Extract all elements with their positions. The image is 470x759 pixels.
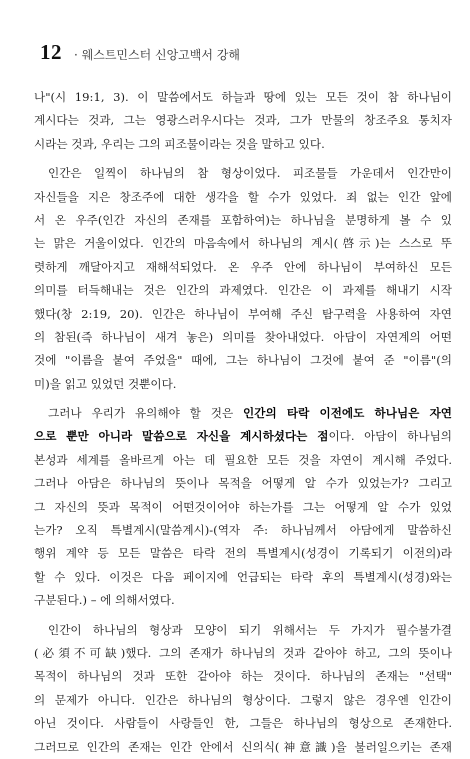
text-line: 본성과 세계를 올바르게 아는 데 필요한 모든 것을 자연이 계시해 주었다. (34, 452, 452, 467)
page-number: 12 (40, 40, 62, 64)
text-line: 계시다는 것과, 그는 영광스러우시다는 것과, 그가 만물의 창조주요 통치자 (34, 113, 452, 128)
text-line: 아닌 것이다. 사람들이 사랑들인 한, 그들은 하나님의 형상으로 존재한다. (34, 716, 452, 731)
text-line: 그 자신의 뜻과 목적이 어떤것이어야 하는가를 그는 어떻게 알 수가 있었 (34, 499, 452, 514)
text-line: 서 온 우주(인간 자신의 존재를 포함하여)는 하나님을 분명하게 볼 수 있 (34, 212, 452, 227)
text-line: 했다(창 2:19, 20). 인간은 하나님이 부여해 주신 탐구력을 사용하여 자연 (34, 306, 452, 321)
text-line: 는가? 오직 특별계시(말씀계시)-(역자 주: 하나님께서 아담에게 말씀하신 (34, 523, 452, 538)
text-line: 인간이 하나님의 형상과 모양이 되기 위해서는 두 가지가 필수불가결 (48, 622, 452, 637)
text-line: 으로 뿐만 아니라 말씀으로 자신을 계시하셨다는 점이다. 아담이 하나님의 (34, 429, 452, 444)
text-line: 것에 "이름을 붙여 주었을" 때에, 그는 하나님이 그것에 붙여 준 "이름"(의 (34, 353, 452, 368)
text-line: 자신들을 지은 창조주에 대한 생각을 할 수가 있었다. 죄 없는 인간 앞에 (34, 189, 452, 204)
text-line: 그러나 우리가 유의해야 할 것은 인간의 타락 이전에도 하나님은 자연 (48, 406, 452, 421)
text-line: 의 문제가 아니다. 인간은 하나님의 형상이다. 그렇지 않은 경우엔 인간이 (34, 692, 452, 707)
paragraph-4 (34, 619, 452, 759)
text-line: 할 수 있다. 이것은 다음 페이지에 언급되는 타락 후의 특별계시(성경)와는 (34, 569, 452, 584)
text-line: (必須不可缺)했다. 그의 존재가 하나님의 것과 같아야 하고, 그의 뜻이나 (34, 645, 452, 660)
paragraph-2 (34, 162, 452, 396)
text-line: 의 참된(즉 하나님이 새겨 놓은) 의미를 찾아내었다. 아담이 자연계의 어떤 (34, 329, 452, 344)
paragraph-3 (34, 402, 452, 613)
text-line: 의미를 터득해내는 것은 인간의 과제였다. 인간은 이 과제를 해내기 시작 (34, 283, 452, 298)
text-line: 그러나 아담은 하나님의 뜻이나 목적을 어떻게 알 수가 있었는가? 그리고 (34, 476, 452, 491)
text-line: 는 맑은 거울이었다. 인간의 마음속에서 하나님의 계시(啓示)는 스스로 뚜 (34, 236, 452, 251)
bold-emphasis: 인간의 타락 이전에도 하나님은 자연 (243, 406, 452, 421)
text-line: 시라는 것과, 우리는 그의 피조물이라는 것을 말하고 있다. (34, 136, 325, 151)
text-line: 행위 계약 등 모든 말씀은 타락 전의 특별계시(성경이 기록되기 이전의)라 (34, 546, 452, 561)
body-text (34, 86, 452, 759)
text-line: 인간은 일찍이 하나님의 참 형상이었다. 피조물들 가운데서 인간만이 (48, 166, 452, 181)
bold-emphasis: 으로 뿐만 아니라 말씀으로 자신을 계시하셨다는 점 (34, 429, 329, 444)
text-line: 그러므로 인간의 존재는 인간 안에서 신의식(神意識)을 불러일으키는 존재 (34, 739, 452, 754)
text-line: 목적이 하나님의 것과 또한 같아야 하는 것이다. 하나님의 존재는 "선택" (34, 669, 452, 684)
text-line: 구분된다.) – 에 의해서였다. (34, 593, 175, 608)
page-header (40, 40, 450, 64)
running-title: · 웨스트민스터 신앙고백서 강해 (74, 48, 240, 62)
text-line: 렷하게 깨달아지고 재해석되었다. 온 우주 안에 하나님이 부여하신 모든 (34, 259, 452, 274)
text-line: 나"(시 19:1, 3). 이 말씀에서도 하늘과 땅에 있는 모든 것이 참 하나님이 (34, 90, 452, 104)
text-line: 미)을 읽고 있었던 것뿐이다. (34, 376, 177, 391)
paragraph-1 (34, 86, 452, 156)
